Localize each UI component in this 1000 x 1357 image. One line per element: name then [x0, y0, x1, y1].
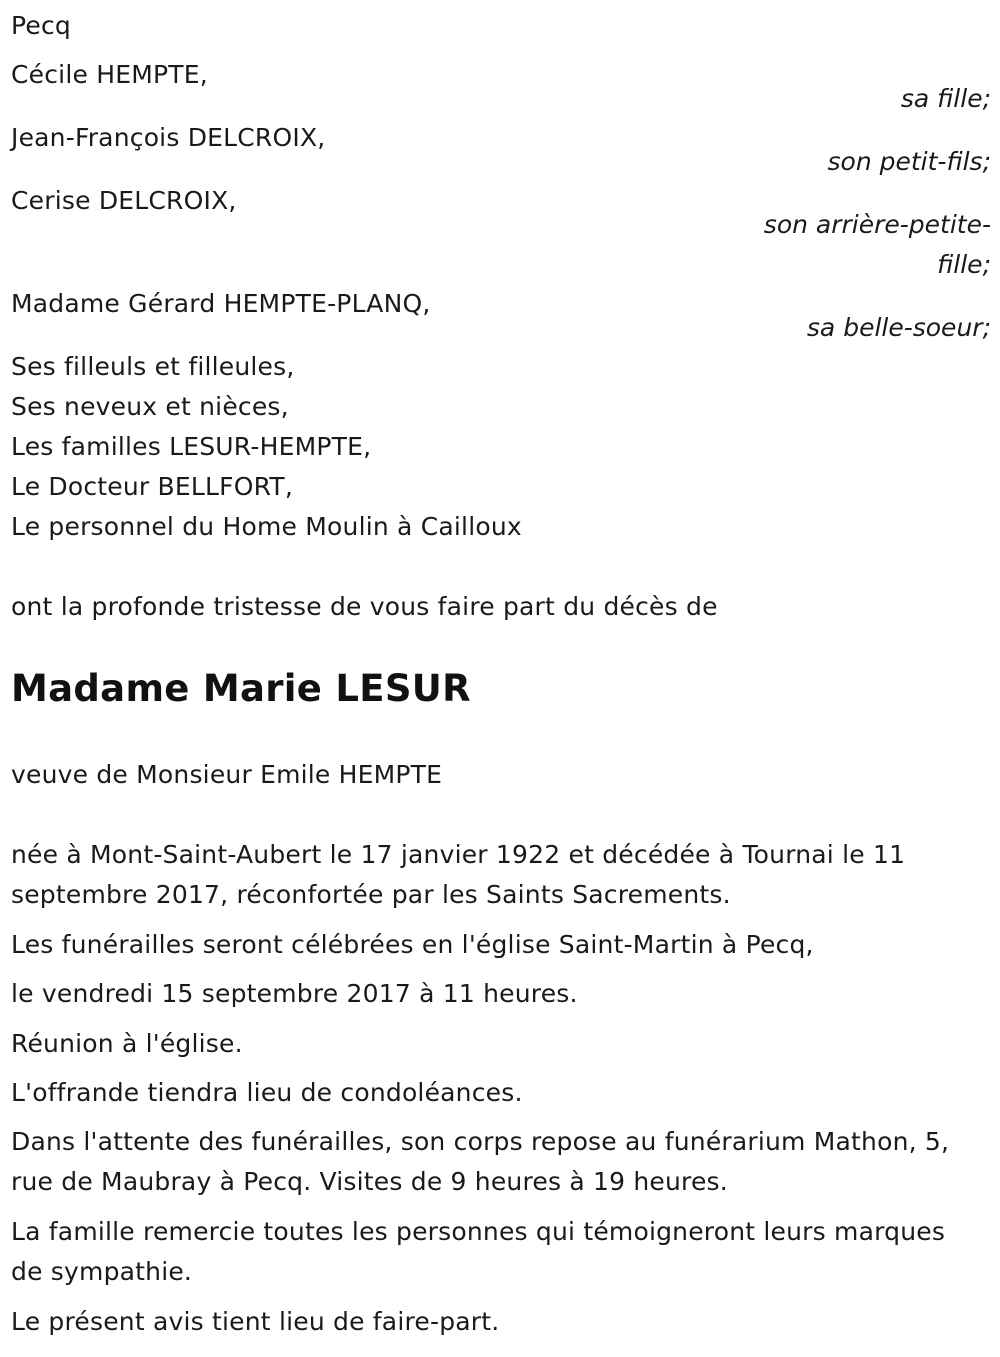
- family-member-role: sa fille;: [900, 84, 991, 113]
- announcement-text: ont la profonde tristesse de vous faire part du décès de: [11, 592, 718, 621]
- mourner-line: Ses filleuls et filleules,: [11, 352, 295, 381]
- mourner-line: Le Docteur BELLFORT,: [11, 472, 293, 501]
- family-member-name: Jean-François DELCROIX,: [11, 123, 326, 152]
- family-member-name: Cerise DELCROIX,: [11, 186, 237, 215]
- mourner-line: Le personnel du Home Moulin à Cailloux: [11, 512, 522, 541]
- birth-death-text: née à Mont-Saint-Aubert le 17 janvier 1922 et décédée à Tournai le 11 septembre 2017, réconfortée par les Saints Sacrements.: [11, 840, 906, 909]
- mourner-line: Ses neveux et nièces,: [11, 392, 289, 421]
- funeral-detail: Les funérailles seront célébrées en l'église Saint-Martin à Pecq,: [11, 930, 814, 959]
- funeral-detail: Le présent avis tient lieu de faire-part.: [11, 1307, 500, 1336]
- family-member-role: son arrière-petite-fille;: [763, 210, 991, 279]
- family-member-role: sa belle-soeur;: [806, 313, 991, 342]
- funeral-detail: Réunion à l'église.: [11, 1029, 243, 1058]
- funeral-detail: le vendredi 15 septembre 2017 à 11 heures.: [11, 979, 578, 1008]
- family-member-name: Madame Gérard HEMPTE-PLANQ,: [11, 289, 431, 318]
- funeral-detail: L'offrande tiendra lieu de condoléances.: [11, 1078, 523, 1107]
- funeral-detail: La famille remercie toutes les personnes qui témoigneront leurs marques de sympathie.: [11, 1217, 946, 1286]
- deceased-name: Madame Marie LESUR: [11, 667, 471, 710]
- mourner-line: Les familles LESUR-HEMPTE,: [11, 432, 372, 461]
- widow-of-text: veuve de Monsieur Emile HEMPTE: [11, 760, 443, 789]
- funeral-detail: Dans l'attente des funérailles, son corps repose au funérarium Mathon, 5, rue de Maubray à Pecq. Visites de 9 heures à 19 heures.: [11, 1127, 950, 1196]
- family-member-role: son petit-fils;: [827, 147, 991, 176]
- family-member-name: Cécile HEMPTE,: [11, 60, 208, 89]
- place-heading: Pecq: [11, 11, 71, 40]
